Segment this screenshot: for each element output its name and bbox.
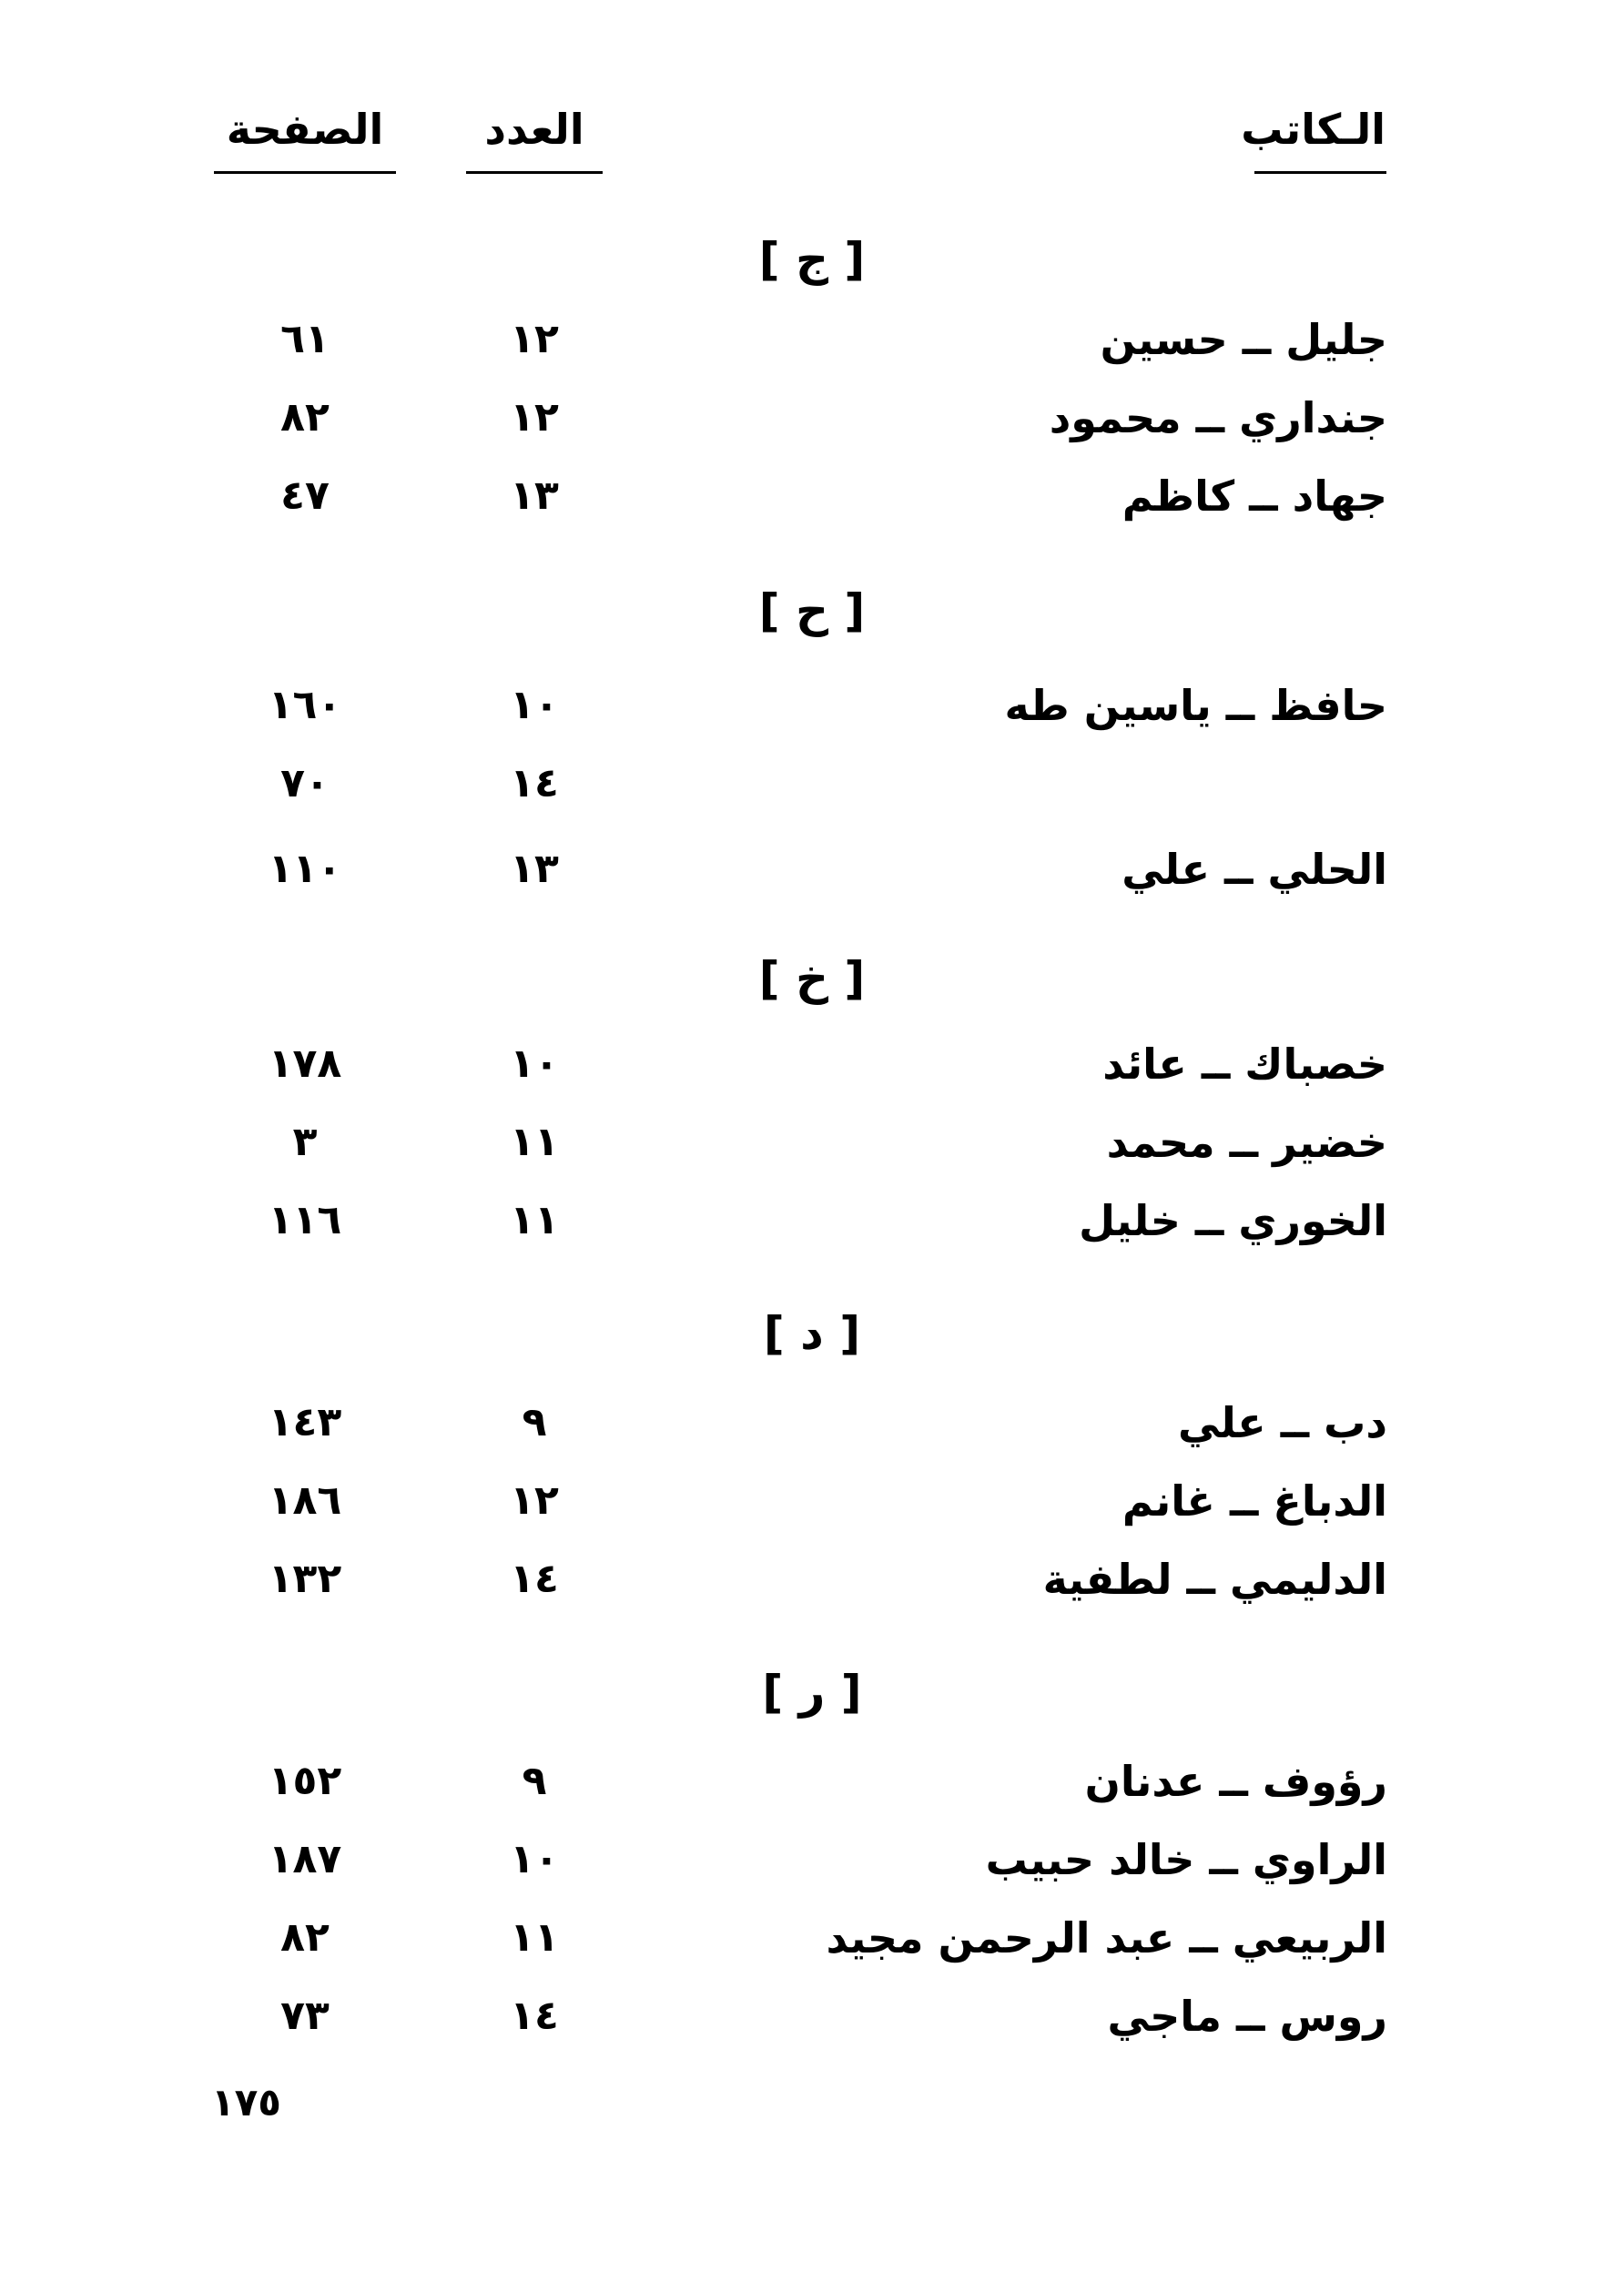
page-number: ١٨٦ (268, 1477, 342, 1524)
index-entry (0, 1547, 1624, 1611)
page-number: ٨٢ (280, 1914, 330, 1961)
author-name: جليل ــ حسين (1100, 315, 1387, 364)
page-number: ٤٧ (280, 472, 330, 519)
section-letter-row (0, 228, 1624, 291)
issue-column-header: العدد (484, 105, 584, 154)
issue-number: ١٤ (510, 760, 559, 806)
index-entry (0, 1111, 1624, 1174)
page-number: ١٦٠ (268, 682, 342, 728)
section-letter-row (0, 947, 1624, 1010)
page-folio-number: ١٧٥ (211, 2080, 281, 2125)
index-entry (0, 1906, 1624, 1970)
page-header-underline (214, 171, 396, 174)
page-number: ١٤٣ (268, 1399, 342, 1445)
author-name: الحلي ــ علي (1122, 845, 1387, 894)
page-number: ٣ (292, 1119, 318, 1165)
author-name: خصباك ــ عائد (1102, 1040, 1387, 1089)
page-column-header: الصفحة (226, 105, 384, 154)
author-name: جنداري ــ محمود (1049, 393, 1387, 442)
issue-number: ١٠ (510, 1040, 559, 1087)
page-number: ٨٢ (280, 394, 330, 441)
issue-number: ١٤ (510, 1556, 559, 1602)
index-entry (0, 752, 1624, 816)
page-number: ٧٣ (280, 1993, 330, 2039)
page-number: ١١٦ (268, 1197, 342, 1243)
issue-number: ١١ (510, 1197, 559, 1243)
index-entry (0, 674, 1624, 737)
author-name: جهاد ــ كاظم (1122, 472, 1387, 521)
issue-number: ١٠ (510, 1836, 559, 1882)
index-entry (0, 1469, 1624, 1533)
page-number: ٧٠ (280, 760, 330, 806)
author-name: خضير ــ محمد (1106, 1118, 1387, 1167)
author-name: الراوي ــ خالد حبيب (985, 1835, 1387, 1884)
author-name: الربيعي ــ عبد الرحمن مجيد (826, 1913, 1387, 1963)
author-name: روس ــ ماجي (1107, 1992, 1387, 2041)
index-entry (0, 308, 1624, 371)
author-name: حافظ ــ ياسين طه (1004, 681, 1387, 730)
index-entry (0, 1391, 1624, 1455)
page-number: ١٥٢ (268, 1758, 342, 1804)
issue-number: ١١ (510, 1914, 559, 1961)
index-entry (0, 1984, 1624, 2048)
section-letter: [ د ] (763, 1307, 861, 1360)
author-name: رؤوف ــ عدنان (1084, 1757, 1387, 1806)
index-entry (0, 1828, 1624, 1892)
section-letter: [ ر ] (762, 1666, 862, 1719)
issue-number: ١٢ (510, 316, 559, 362)
section-letter: [ ح ] (758, 584, 866, 637)
page-number: ٦١ (280, 316, 330, 362)
issue-number: ١٣ (510, 472, 559, 519)
index-entry (0, 464, 1624, 528)
issue-number: ١٣ (510, 846, 559, 892)
issue-number: ٩ (522, 1399, 547, 1445)
index-entry (0, 1032, 1624, 1096)
issue-number: ١٤ (510, 1993, 559, 2039)
author-name: دب ــ علي (1177, 1398, 1387, 1447)
page-number: ١٣٢ (268, 1556, 342, 1602)
author-name: الخوري ــ خليل (1079, 1196, 1387, 1245)
author-name: الدليمي ــ لطفية (1042, 1555, 1387, 1604)
author-header-underline (1254, 171, 1386, 174)
author-column-header: الـكاتب (1241, 105, 1385, 154)
index-entry (0, 386, 1624, 450)
section-letter-row (0, 1302, 1624, 1365)
issue-number: ١٠ (510, 682, 559, 728)
author-name: الدباغ ــ غانم (1122, 1476, 1387, 1526)
page-number: ١٨٧ (268, 1836, 342, 1882)
issue-number: ١٢ (510, 1477, 559, 1524)
index-entry (0, 837, 1624, 901)
issue-number: ١١ (510, 1119, 559, 1165)
page-number: ١١٠ (268, 846, 342, 892)
issue-header-underline (466, 171, 603, 174)
section-letter: [ خ ] (758, 952, 866, 1005)
page-number: ١٧٨ (268, 1040, 342, 1087)
index-entry (0, 1189, 1624, 1253)
issue-number: ١٢ (510, 394, 559, 441)
section-letter: [ ج ] (758, 233, 866, 286)
section-letter-row (0, 579, 1624, 643)
issue-number: ٩ (522, 1758, 547, 1804)
section-letter-row (0, 1660, 1624, 1724)
index-entry (0, 1750, 1624, 1813)
